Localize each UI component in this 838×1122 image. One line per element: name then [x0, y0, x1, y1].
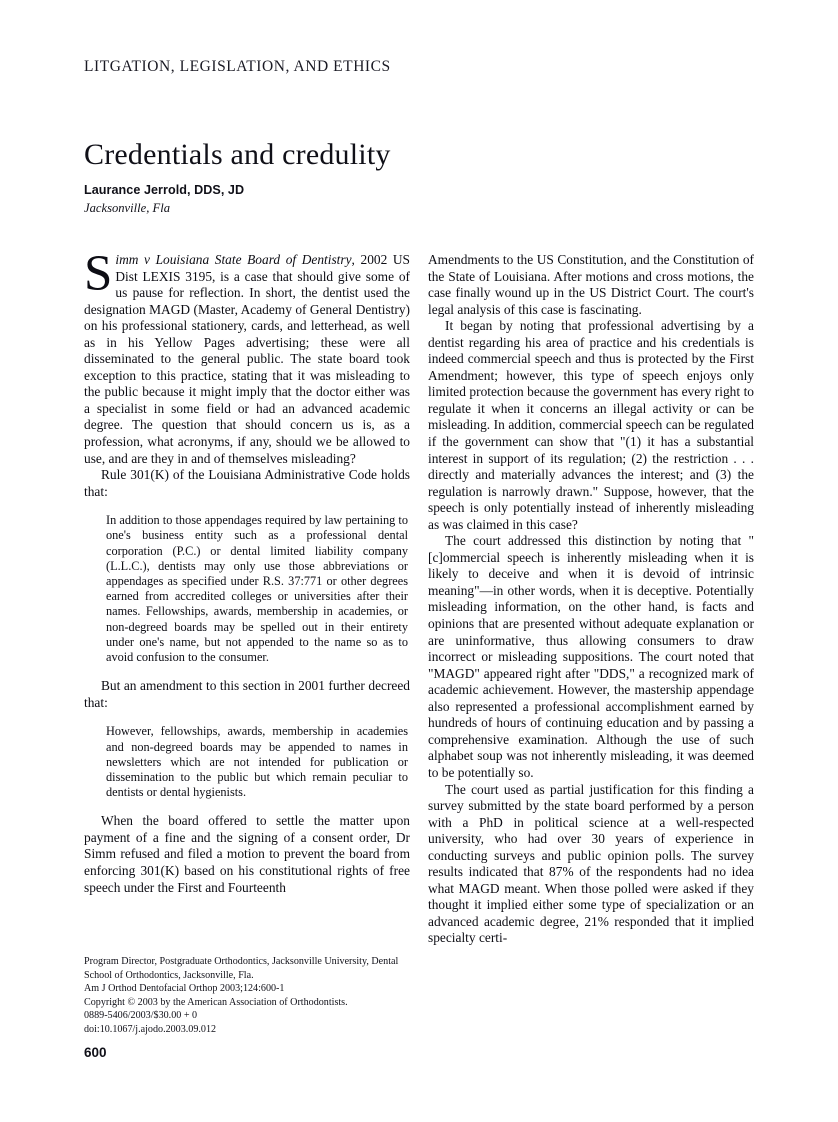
paragraph-commercial-speech: It began by noting that professional advertising by a dentist regarding his area of practice and his credentials is indeed commercial speech and thus is protected by the First Amendment; however, this type of speech enjoys only limited protection because the government has every right to regulate it when it concerns an illegal activity or can be misleading. In addition, commercial speech can be regulated if the government can show that "(1) it has a substantial interest in support of its regulation; (2) the restriction . . . directly and materially advances the interest; and (3) the regulation is narrowly drawn." Suppose, however, that the speech is only potentially instead of inherently misleading as was claimed in this case?: [428, 318, 754, 532]
author-affiliation: Jacksonville, Fla: [84, 201, 171, 215]
page-title: Credentials and credulity: [84, 138, 391, 172]
paragraph-lead-rest: , 2002 US Dist LEXIS 3195, is a case that should give some of us pause for reflection. In short, the dentist used the designation MAGD (Master, Academy of General Dentistry) on his professional stationery, cards, and letterhead, as well as in his Yellow Pages advertising; these were all disseminated to the general public. The state board took exception to this practice, stating that it was misleading to the public because it might imply that the doctor either was a specialist in some field or had an advanced academic degree. The question that should concern us is, as a profession, what acronyms, if any, should we be allowed to use, and are they in and of themselves misleading?: [84, 252, 410, 466]
blockquote-amendment: [84, 724, 410, 800]
footnote-issn-price: 0889-5406/2003/$30.00 + 0: [84, 1010, 198, 1022]
paragraph-distinction: The court addressed this distinction by noting that "[c]ommercial speech is inherently misleading when it is likely to deceive and when it is devoid of intrinsic meaning"—in other words, when it is deceptive. Potentially misleading information, on the other hand, is facts and opinions that are presented without adequate explanation or are uninformative, thus allowing consumers to draw incorrect or misleading suppositions. The court noted that "MAGD" appeared right after "DDS," a recognized mark of academic achievement. However, the mastership appendage also represented a professional accomplishment earned by hundreds of hours of continuing education and by passing a comprehensive examination. Although the use of such alphabet soup was not inherently misleading, it was deemed to be potentially so.: [428, 533, 754, 780]
paragraph-amendment-intro: But an amendment to this section in 2001 further decreed that:: [84, 678, 410, 710]
paragraph-survey: The court used as partial justification for this finding a survey submitted by the state board performed by a person with a PhD in political science at a well-respected university, who had over 30 years of experience in conducting surveys and public opinion polls. The survey results indicated that 87% of the respondents had no idea what MAGD meant. When those polled were asked if they thought it implied either some type of specialization or an advanced academic degree, 21% responded that it implied specialty certi-: [428, 781, 754, 946]
footnote-copyright: Copyright © 2003 by the American Association of Orthodontists.: [84, 996, 348, 1008]
column-right: [428, 252, 754, 947]
footnote-affiliation-line1: Program Director, Postgraduate Orthodontics, Jacksonville University, Dental: [84, 956, 399, 967]
case-citation-italic: imm v Louisiana State Board of Dentistry: [115, 252, 352, 267]
footnote-doi: doi:10.1067/j.ajodo.2003.09.012: [84, 1023, 217, 1035]
paragraph-amendments-continued: Amendments to the US Constitution, and the Constitution of the State of Louisiana. After motions and cross motions, the case finally wound up in the US District Court. The court's legal analysis of this case is fascinating.: [428, 252, 754, 317]
blockquote-rule-301k-text: In addition to those appendages required by law pertaining to one's business entity such as a professional dental corporation (P.C.) or dental limited liability company (L.L.C.), dentists may only use those abbreviations or appendages as specified under R.S. 37:771 or other degrees earned from accredited colleges or universities after their names. Fellowships, awards, membership in academies, or non-degreed boards may be spelled out in their entirety under one's name, but not appended to the name so as to avoid confusion to the consumer.: [106, 513, 408, 665]
blockquote-amendment-text: However, fellowships, awards, membership in academies and non-degreed boards may be appended to names in newsletters which are not intended for publication or dissemination to the public but which remain peculiar to dentists or dental hygienists.: [106, 724, 408, 800]
footnote-block: [84, 955, 416, 1037]
paragraph-rule-intro: Rule 301(K) of the Louisiana Administrative Code holds that:: [84, 467, 410, 499]
footnote-journal-citation: Am J Orthod Dentofacial Orthop 2003;124:600-1: [84, 983, 285, 995]
paragraph-lead: [84, 246, 410, 467]
author-name: Laurance Jerrold, DDS, JD: [84, 183, 245, 197]
blockquote-rule-301k: [84, 513, 410, 665]
paragraph-settlement: When the board offered to settle the matter upon payment of a fine and the signing of a consent order, Dr Simm refused and filed a motion to prevent the board from enforcing 301(K) based on his constitutional rights of free speech under the First and Fourteenth: [84, 813, 410, 895]
page-number: 600: [84, 1045, 107, 1060]
running-head: LITGATION, LEGISLATION, AND ETHICS: [84, 58, 391, 75]
drop-cap: S: [84, 246, 113, 302]
column-left: [84, 246, 410, 896]
footnote-affiliation-line2: School of Orthodontics, Jacksonville, Fla.: [84, 969, 254, 981]
